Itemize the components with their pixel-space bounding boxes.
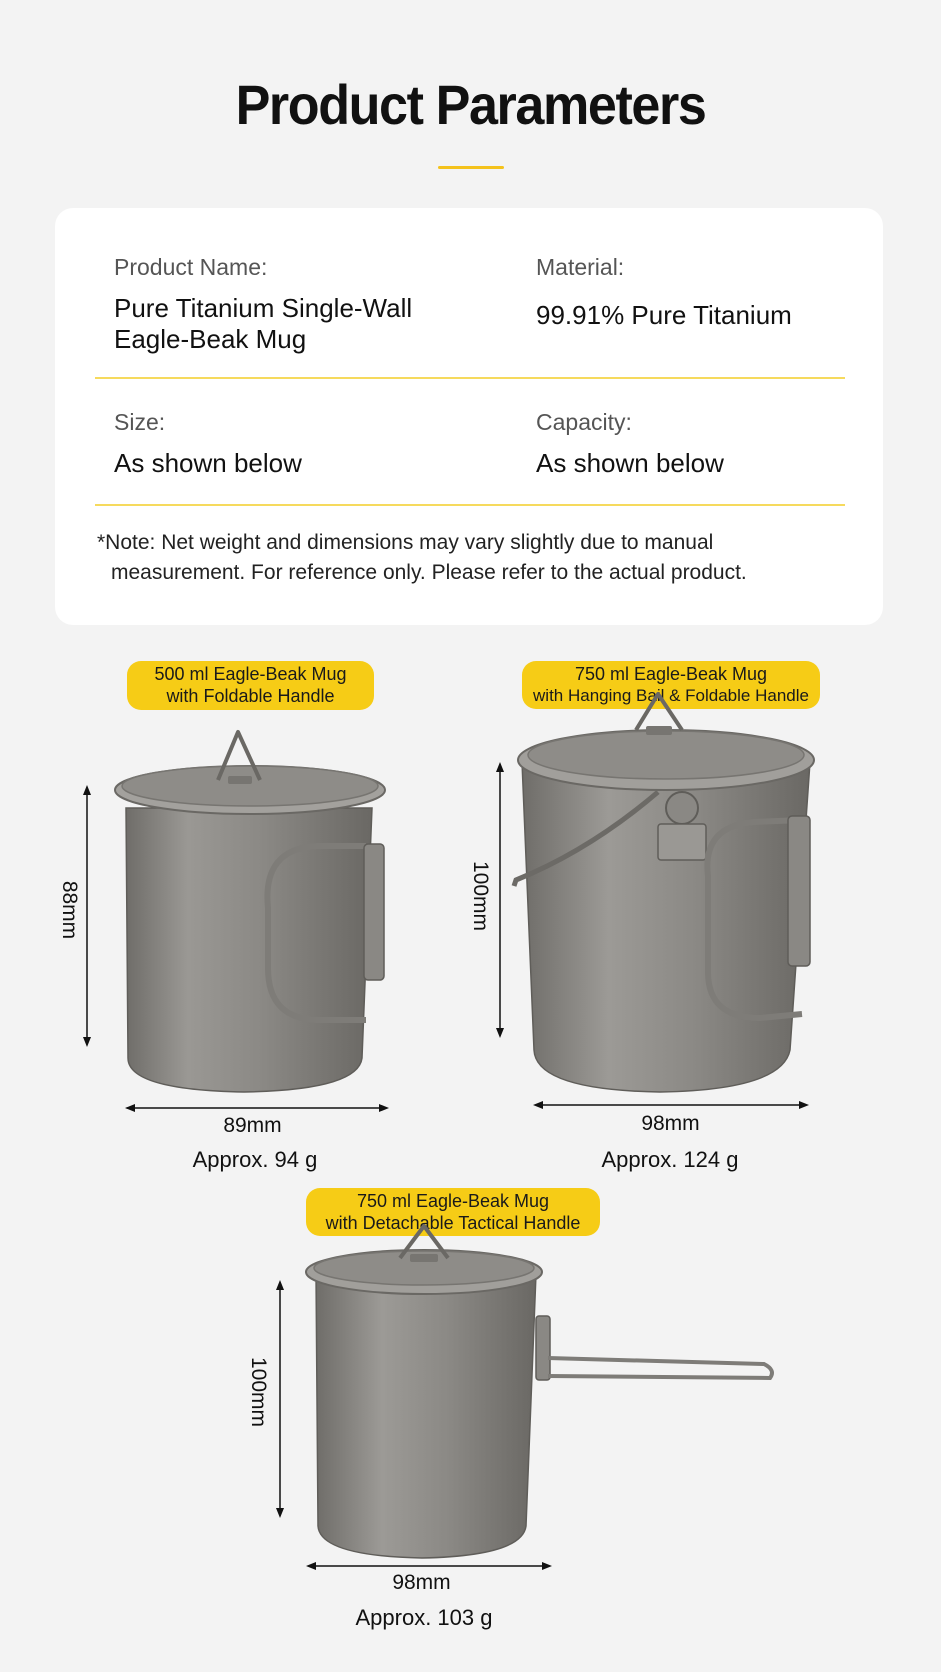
product-3-width-arrow: [306, 1561, 552, 1571]
product-2-height-arrow: [495, 762, 505, 1038]
product-1-weight-label: Approx. 94 g: [192, 1147, 318, 1172]
product-3-badge-line2: with Detachable Tactical Handle: [325, 1213, 581, 1233]
product-name-line1: Pure Titanium Single-Wall: [114, 293, 413, 323]
material-value: 99.91% Pure Titanium: [536, 300, 792, 330]
product-1-badge-line2: with Foldable Handle: [166, 686, 335, 706]
page-title: Product Parameters: [235, 73, 706, 136]
product-3-height-label: 100mm: [247, 1356, 270, 1428]
size-label: Size:: [114, 409, 166, 435]
divider-1: [95, 377, 845, 379]
product-3-weight-label: Approx. 103 g: [355, 1605, 493, 1630]
product-2-width-label: 98mm: [641, 1112, 700, 1135]
note-line2: measurement. For reference only. Please refer to the actual product.: [111, 561, 747, 584]
product-1-width-arrow: [125, 1103, 389, 1113]
product-3-badge: [306, 1188, 600, 1236]
product-3-mug-image: [300, 1236, 780, 1566]
product-3-height-arrow: [275, 1280, 285, 1518]
product-1-mug-image: [104, 728, 414, 1098]
product-1-badge: [127, 661, 374, 710]
capacity-value: As shown below: [536, 448, 724, 478]
product-2-mug-image: [510, 700, 830, 1100]
product-2-width-arrow: [533, 1100, 809, 1110]
product-1-badge-line1: 500 ml Eagle-Beak Mug: [154, 664, 347, 684]
product-2-badge-line1: 750 ml Eagle-Beak Mug: [574, 664, 768, 684]
material-label: Material:: [536, 254, 625, 280]
product-1-height-arrow: [82, 785, 92, 1047]
product-3-width-label: 98mm: [392, 1571, 451, 1594]
product-2-weight-label: Approx. 124 g: [601, 1147, 739, 1172]
product-name-label: Product Name:: [114, 254, 268, 280]
divider-2: [95, 504, 845, 506]
title-underline: [438, 166, 504, 169]
product-2-height-label: 100mm: [469, 860, 492, 932]
product-name-line2: Eagle-Beak Mug: [114, 324, 307, 354]
disclaimer-note: [97, 528, 817, 588]
product-3-badge-line1: 750 ml Eagle-Beak Mug: [356, 1191, 550, 1211]
product-1-height-label: 88mm: [58, 880, 81, 940]
size-value: As shown below: [114, 448, 302, 478]
capacity-label: Capacity:: [536, 409, 632, 435]
product-name-value: [114, 293, 412, 355]
product-2-badge-line2: with Hanging Bail & Foldable Handle: [533, 686, 809, 705]
note-line1: *Note: Net weight and dimensions may vary slightly due to manual: [97, 531, 714, 554]
parameters-card: [55, 208, 883, 625]
product-1-width-label: 89mm: [223, 1114, 282, 1137]
